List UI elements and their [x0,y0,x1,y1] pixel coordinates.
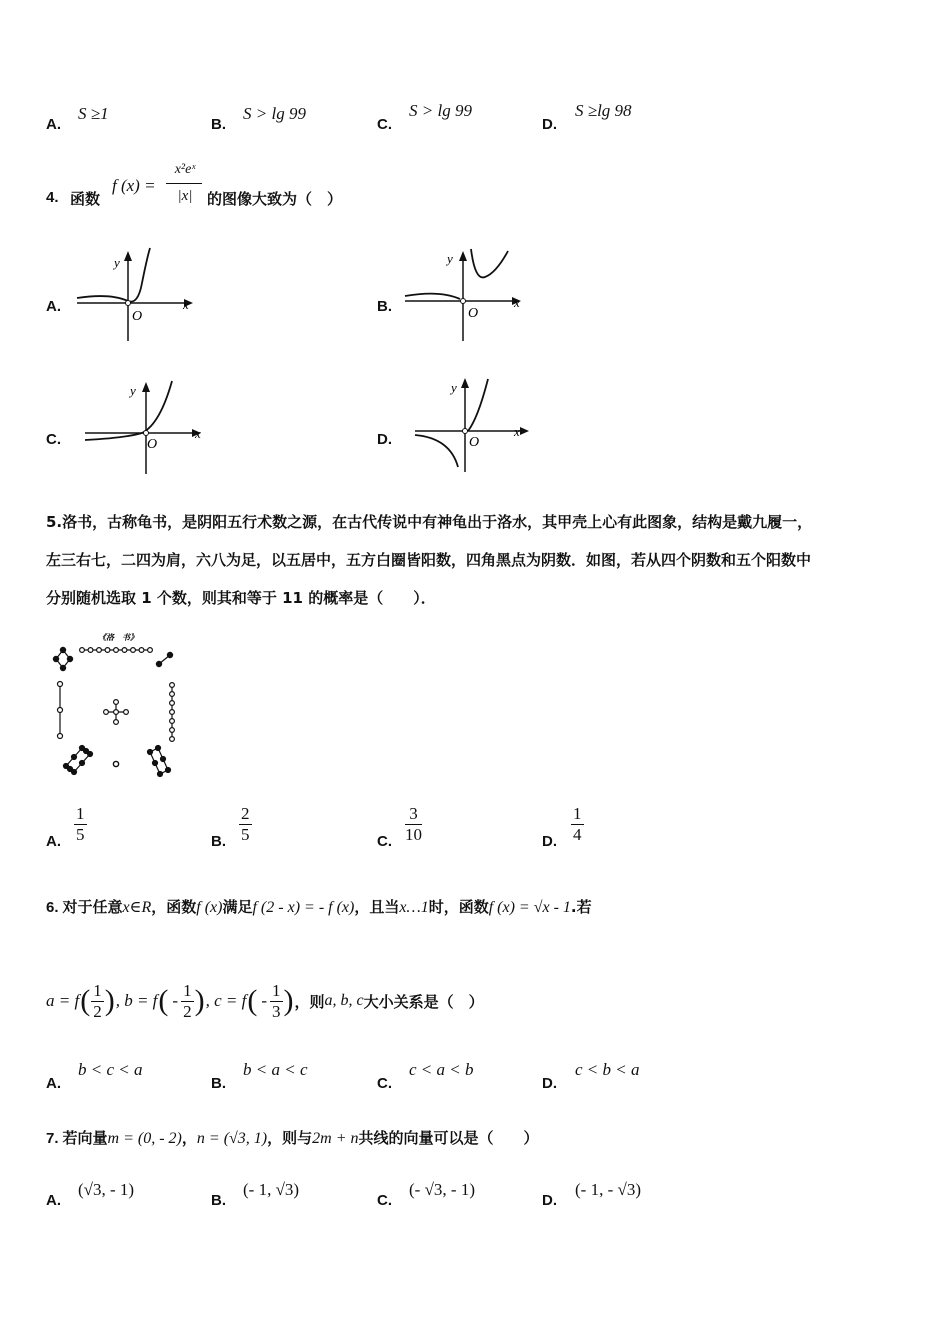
svg-text:x: x [195,426,201,441]
q3-option-c-label: C. [377,116,392,133]
q5-option-d-frac: $\frac{1}{4}$ [573,804,582,844]
svg-text:O: O [147,437,158,452]
q6-line2: a = f ( $\frac{1}{2}$ ) , b = f ( - $\frac{1}{2}$ ) , c = f ( - $\frac{1}{3}$ ) ，则 a, b, c 大小关系是（ ） [46,980,484,1021]
q5-line1: 洛书，古称龟书，是阴阳五行术数之源，在古代传说中有神龟出于洛水，其甲壳上心有此图象，结构是戴九履一， [62,513,813,531]
q7-option-d-expr: (- 1, - √3) [575,1180,641,1199]
q4-func-den: |x| [177,188,193,204]
q6-option-b-label: B. [211,1075,226,1092]
q5-line3: 分别随机选取 1 个数，则其和等于 11 的概率是（ ）． [46,589,436,607]
q4-func-lhs: f (x) = [112,176,156,195]
q4-graph-b [400,243,530,343]
svg-text:x: x [514,295,520,310]
q3-option-b-label: B. [211,116,226,133]
q7-option-d-label: D. [542,1192,557,1209]
q5-option-c-label: C. [377,833,392,850]
svg-text:x: x [514,424,520,439]
q4-graph-c [80,376,210,476]
q6-option-a-expr: b < c < a [78,1060,143,1079]
luoshu-figure [46,628,186,778]
q7-option-a-expr: (√3, - 1) [78,1180,135,1199]
q4-graph-a [72,243,202,343]
q5-option-c-frac: $\frac{3}{10}$ [405,804,422,844]
q4-option-b-label: B. [377,298,392,315]
q5-option-d-label: D. [542,833,557,850]
q6-fb-frac: $\frac{1}{2}$ [183,980,192,1021]
q3-option-a-label: A. [46,116,61,133]
q5-option-b-frac: $\frac{2}{5}$ [241,804,250,844]
q5-number: 5. [46,513,63,531]
q4-option-c-label: C. [46,431,61,448]
q6-line1: 6. 对于任意x∈R，函数f (x)满足f (2 - x) = - f (x)，且当x…1时，函数f (x) = √x - 1.若 [46,898,592,916]
q3-option-c-expr: S > lg 99 [409,101,472,120]
q7-option-b-label: B. [211,1192,226,1209]
q7-option-b-expr: (- 1, √3) [243,1180,300,1199]
svg-text:O: O [468,306,479,321]
q3-option-d-label: D. [542,116,557,133]
q4-post: 的图像大致为（ ） [207,190,343,208]
q5-option-a-frac: $\frac{1}{5}$ [76,804,85,844]
q4-option-d-label: D. [377,431,392,448]
q6-option-d-expr: c < b < a [575,1060,640,1079]
q7-line: 7. 若向量m = (0, - 2)，n = (√3, 1)，则与2m + n共线的向量可以是（ ） [46,1129,539,1147]
q6-option-b-expr: b < a < c [243,1060,308,1079]
q4-fraction-bar [166,183,202,184]
q4-func-num: x²eˣ [174,162,196,177]
q7-option-c-label: C. [377,1192,392,1209]
q7-option-a-label: A. [46,1192,61,1209]
q5-option-b-label: B. [211,833,226,850]
q6-option-c-expr: c < a < b [409,1060,474,1079]
q4-pre: 函数 [70,190,101,208]
svg-text:O: O [132,309,143,324]
q5-option-a-label: A. [46,833,61,850]
svg-text:O: O [469,435,480,450]
q6-fa-frac: $\frac{1}{2}$ [93,980,102,1021]
q6-option-a-label: A. [46,1075,61,1092]
svg-text:y: y [451,380,457,395]
q6-option-c-label: C. [377,1075,392,1092]
q3-option-d-expr: S ≥lg 98 [575,101,632,120]
q3-option-a-expr: S ≥1 [78,104,109,123]
svg-text:y: y [114,255,120,270]
q6-fc-frac: $\frac{1}{3}$ [272,980,281,1021]
q4-graph-d [410,374,540,474]
q5-line2: 左三右七，二四为肩，六八为足，以五居中，五方白圈皆阳数，四角黑点为阴数．如图，若从四个阴数和五个阳数中 [46,551,812,569]
q7-option-c-expr: (- √3, - 1) [409,1180,475,1199]
svg-text:《洛 书》: 《洛 书》 [98,633,138,642]
q4-number: 4. [46,189,59,206]
q3-option-b-expr: S > lg 99 [243,104,306,123]
q6-option-d-label: D. [542,1075,557,1092]
svg-text:y: y [130,383,136,398]
q5-text [46,503,916,617]
q4-option-a-label: A. [46,298,61,315]
svg-text:x: x [183,297,189,312]
svg-text:y: y [447,251,453,266]
